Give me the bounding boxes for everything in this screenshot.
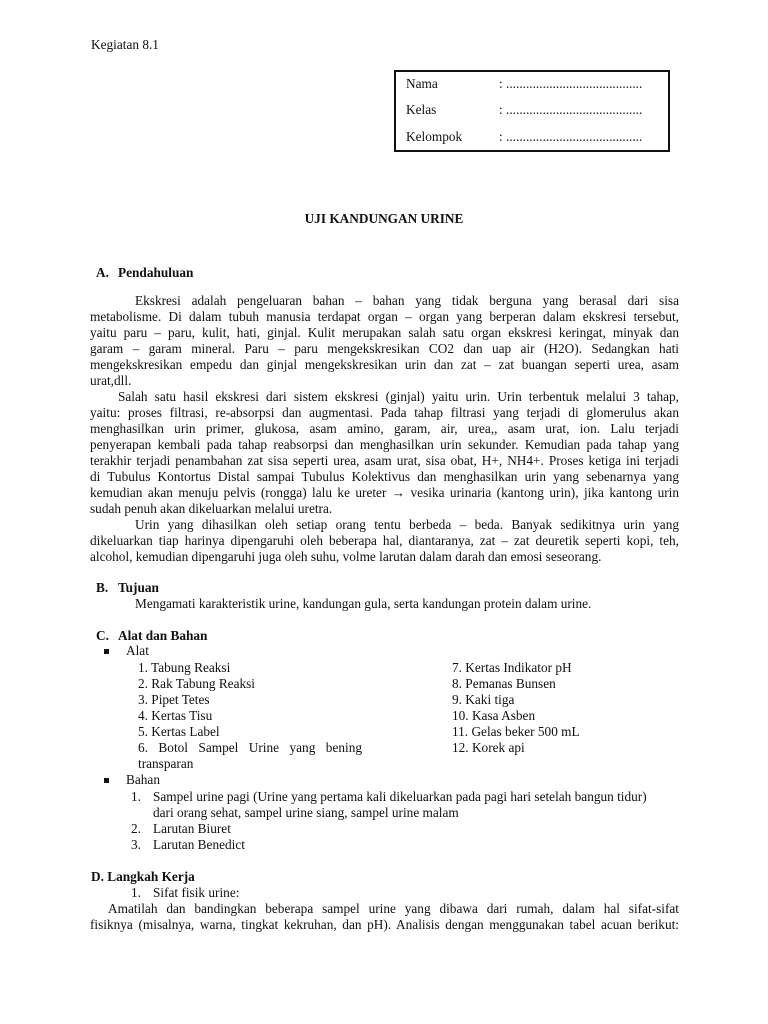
paragraph-line: Ekskresi adalah pengeluaran bahan – bahan yang tidak berguna yang berasal dari sisa xyxy=(135,293,679,308)
step-title: Sifat fisik urine: xyxy=(153,885,240,900)
paragraph-line: penyerapan kembali pada tahap reabsorpsi dan menghasilkan urin sekunder. Kemudian pada tahap yang xyxy=(90,437,679,452)
paragraph-line: yaitu: proses filtrasi, re-absorpsi dan augmentasi. Pada tahap filtrasi yang terjadi di glomerulus akan xyxy=(90,405,679,420)
document-title: UJI KANDUNGAN URINE xyxy=(304,211,464,226)
paragraph-line: urat,dll. xyxy=(90,373,132,388)
objective-text: Mengamati karakteristik urine, kandungan gula, serta kandungan protein dalam urine. xyxy=(135,596,592,611)
list-number: 2. xyxy=(131,821,141,836)
bullet-icon xyxy=(104,778,109,783)
paragraph-line: yaitu paru – paru, kulit, hati, ginjal. Kulit merupakan salah satu organ ekskresi keringat, minyak dan xyxy=(90,325,679,340)
section-b-heading: Tujuan xyxy=(118,580,159,595)
paragraph-line: kemudian akan menuju pelvis (rongga) lalu ke ureter → vesika urinaria (kantong urin), jika kantong urin xyxy=(90,485,679,500)
list-item: Larutan Benedict xyxy=(153,837,245,852)
group-label: Kelompok xyxy=(406,129,463,144)
name-label: Nama xyxy=(406,76,438,91)
list-item: 2. Rak Tabung Reaksi xyxy=(138,676,256,691)
paragraph-line: menghasilkan urin primer, glukosa, asam amino, garam, air, urea,, asam urat, ion. Lalu terjadi xyxy=(90,421,679,436)
paragraph-line: Salah satu hasil ekskresi dari sistem ekskresi (ginjal) yaitu urin. Urin terbentuk melalui 3 tahap, xyxy=(118,389,679,404)
bullet-icon xyxy=(104,649,109,654)
section-b-letter: B. xyxy=(96,580,109,595)
paragraph-line: terakhir terjadi penambahan zat sisa seperti urea, asam urat, sisa obat, H+, NH4+. Proses ketiga ini terjadi xyxy=(90,453,679,468)
list-item: 8. Pemanas Bunsen xyxy=(452,676,556,691)
list-item: 3. Pipet Tetes xyxy=(138,692,210,707)
identity-box xyxy=(394,70,670,152)
name-field[interactable]: : ......................................... xyxy=(499,76,643,91)
list-item: Sampel urine pagi (Urine yang pertama kali dikeluarkan pada pagi hari setelah bangun tidur) xyxy=(153,789,647,804)
list-item: 1. Tabung Reaksi xyxy=(138,660,231,675)
list-item: 12. Korek api xyxy=(452,740,525,755)
section-a-heading: Pendahuluan xyxy=(118,265,194,280)
list-item: 5. Kertas Label xyxy=(138,724,220,739)
paragraph-line: garam – garam mineral. Paru – paru mengekskresikan CO2 dan uap air (H2O). Sedangkan hati xyxy=(90,341,679,356)
class-label: Kelas xyxy=(406,102,437,117)
list-item-continuation: transparan xyxy=(138,756,194,771)
paragraph-line: alcohol, kemudian dipengaruhi juga oleh suhu, volme larutan dalam darah dan emosi seseorang. xyxy=(90,549,602,564)
paragraph-line: fisiknya (misalnya, warna, tingkat kekruhan, dan pH). Analisis dengan menggunakan tabel acuan berikut: xyxy=(90,917,679,932)
step-number: 1. xyxy=(131,885,141,900)
section-c-heading: Alat dan Bahan xyxy=(118,628,208,643)
paragraph-line: sudah penuh akan dikeluarkan melalui uretra. xyxy=(90,501,333,516)
bahan-label: Bahan xyxy=(126,772,160,787)
alat-label: Alat xyxy=(126,643,149,658)
list-item: Larutan Biuret xyxy=(153,821,231,836)
section-d-heading: D. Langkah Kerja xyxy=(91,869,195,884)
activity-label: Kegiatan 8.1 xyxy=(91,37,159,52)
list-item: 6. Botol Sampel Urine yang bening xyxy=(138,740,362,755)
list-item: 10. Kasa Asben xyxy=(452,708,536,723)
paragraph-line: Amatilah dan bandingkan beberapa sampel urine yang dibawa dari rumah, dalam hal sifat-sifat xyxy=(108,901,679,916)
paragraph-line: Urin yang dihasilkan oleh setiap orang tentu berbeda – beda. Banyak sedikitnya urin yang xyxy=(135,517,679,532)
group-field[interactable]: : ......................................... xyxy=(499,129,643,144)
paragraph-line: di Tubulus Kontortus Distal sampai Tubulus Kolektivus dan menghasilkan urin yang sebenarnya yang xyxy=(90,469,679,484)
paragraph-line: dikeluarkan tiap harinya dipengaruhi oleh beberapa hal, diantaranya, zat – zat deuretik seperti kopi, teh, xyxy=(90,533,679,548)
list-number: 3. xyxy=(131,837,141,852)
class-field[interactable]: : ......................................... xyxy=(499,102,643,117)
paragraph-line: mengekskresikan empedu dan ginjal mengekskresikan urin dan zat – zat buangan seperti urea, asam xyxy=(90,357,679,372)
list-item-continuation: dari orang sehat, sampel urine siang, sampel urine malam xyxy=(153,805,459,820)
list-item: 11. Gelas beker 500 mL xyxy=(452,724,580,739)
list-item: 9. Kaki tiga xyxy=(452,692,515,707)
list-item: 4. Kertas Tisu xyxy=(138,708,213,723)
paragraph-line: metabolisme. Di dalam tubuh manusia terdapat organ – organ yang berperan dalam ekskresi tersebut, xyxy=(90,309,679,324)
list-number: 1. xyxy=(131,789,141,804)
section-a-letter: A. xyxy=(96,265,109,280)
list-item: 7. Kertas Indikator pH xyxy=(452,660,572,675)
section-c-letter: C. xyxy=(96,628,109,643)
